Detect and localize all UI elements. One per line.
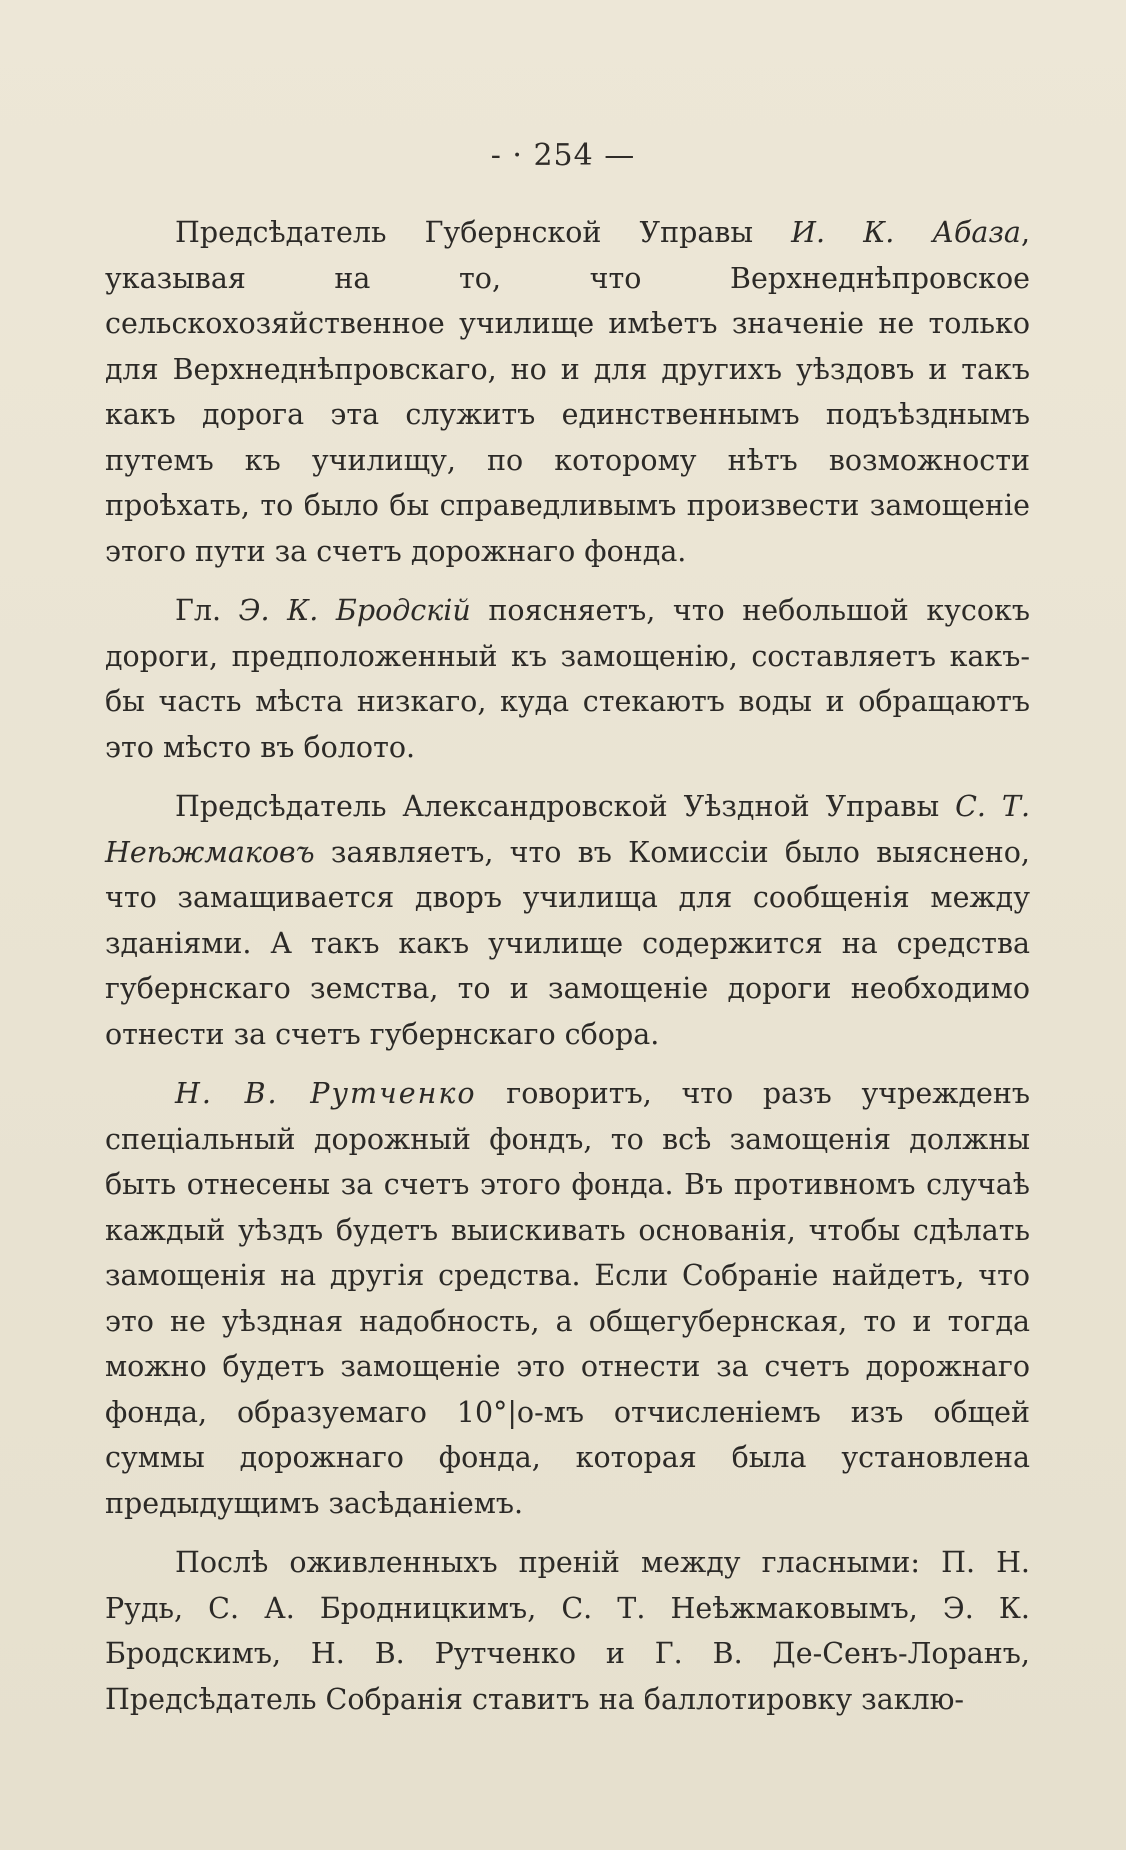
paragraph-brodsky xyxy=(105,588,1030,770)
speaker-name: Э. К. Бродскiй xyxy=(238,594,471,627)
speaker-name: Н. В. Рутченко xyxy=(175,1077,477,1110)
page-number: - · 254 — xyxy=(490,138,636,173)
paragraph-text: , указывая на то, что Верхнеднѣпровское сельскохозяйственное училище имѣетъ значенiе не только для Верхнеднѣпровскаго, но и для другихъ уѣздовъ и такъ какъ дорога эта служитъ единственнымъ подъѣзднымъ путемъ къ училищу, по которому нѣтъ возможности проѣхать, то было бы справедливымъ произвести замощенiе этого пути за счетъ дорожнаго фонда. xyxy=(105,216,1030,568)
speaker-name: И. К. Абаза xyxy=(791,216,1021,249)
speaker-name: С. Т. Неѣжмаковъ xyxy=(105,790,1030,869)
paragraph-text: заявляетъ, что въ Комиссiи было выяснено, что замащивается дворъ училища для сообщенiя между зданiями. А такъ какъ училище содержится на средства губернскаго земства, то и замощенiе дороги необходимо отнести за счетъ губернскаго сбора. xyxy=(105,835,1030,1051)
paragraph-debate xyxy=(105,1540,1030,1722)
body-text xyxy=(105,210,1030,1736)
paragraph-neezhmakov xyxy=(105,784,1030,1057)
paragraph-lead: Предсѣдатель Губернской Управы xyxy=(175,216,792,249)
paragraph-text: Послѣ оживленныхъ пренiй между гласными: П. Н. Рудь, С. А. Бродницкимъ, С. Т. Неѣжмаковымъ, Э. К. Бродскимъ, Н. В. Рутченко и Г. В. Де-Сенъ-Лоранъ, Предсѣдатель Собранiя ставитъ на баллотировку заклю- xyxy=(105,1546,1030,1716)
paragraph-text: поясняетъ, что небольшой кусокъ дороги, предположенный къ замощенiю, составляетъ какъ-бы часть мѣста низкаго, куда стекаютъ воды и обращаютъ это мѣсто въ болото. xyxy=(105,594,1030,764)
paragraph-rutchenko xyxy=(105,1071,1030,1526)
paragraph-lead: Гл. xyxy=(175,594,239,627)
paragraph-lead: Предсѣдатель Александровской Уѣздной Управы xyxy=(175,790,956,823)
paragraph-text: говоритъ, что разъ учрежденъ спецiальный дорожный фондъ, то всѣ замощенiя должны быть отнесены за счетъ этого фонда. Въ противномъ случаѣ каждый уѣздъ будетъ выискивать основанiя, чтобы сдѣлать замощенiя на другiя средства. Если Собранiе найдетъ, что это не уѣздная надобность, а общегубернская, то и тогда можно будетъ замощенiе это отнести за счетъ дорожнаго фонда, образуемаго 10°|о-мъ отчисленiемъ изъ общей суммы дорожнаго фонда, которая была установлена предыдущимъ засѣданiемъ. xyxy=(105,1077,1030,1520)
paragraph-abaza xyxy=(105,210,1030,574)
